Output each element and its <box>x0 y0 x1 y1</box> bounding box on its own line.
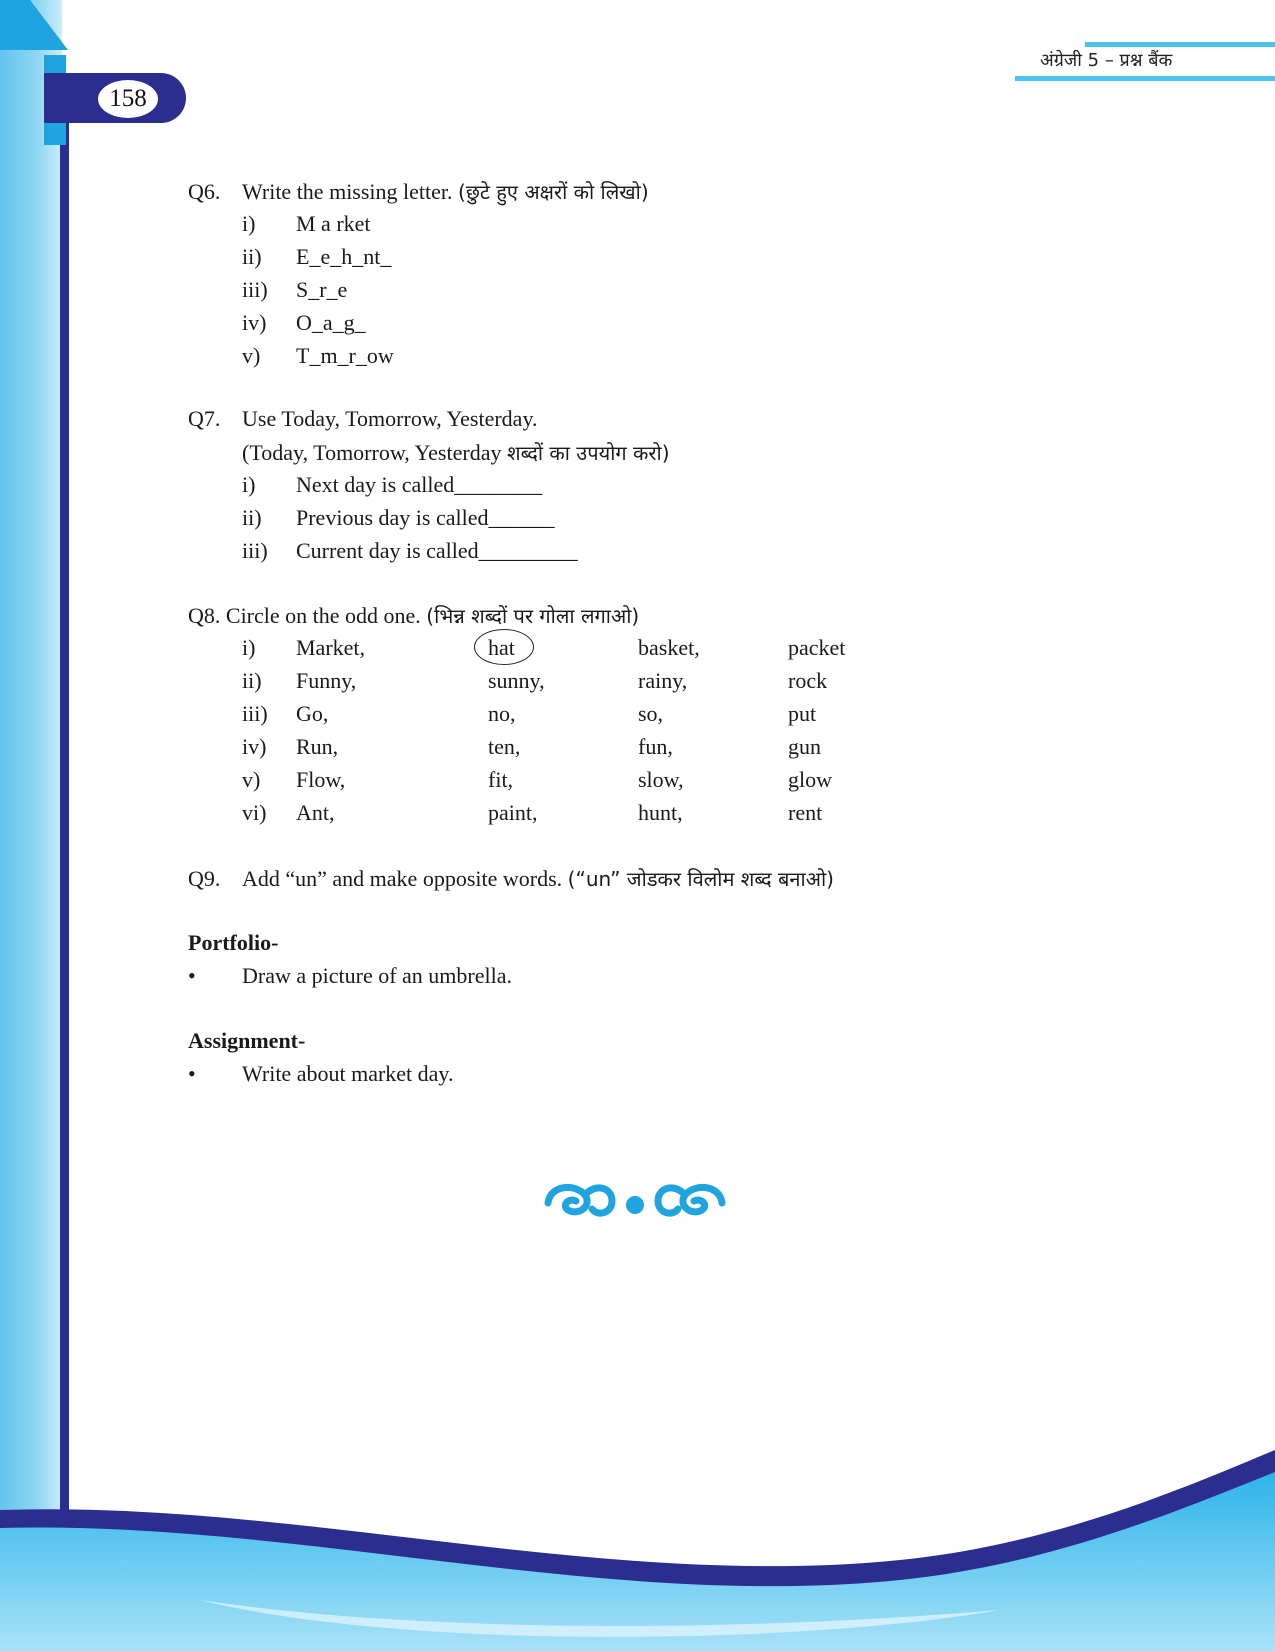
item-number: ii) <box>242 505 262 530</box>
subtitle-english: (Today, Tomorrow, Yesterday <box>242 440 502 465</box>
row-number: v) <box>242 767 261 792</box>
word-4: put <box>788 701 817 726</box>
row-number: ii) <box>242 668 262 693</box>
page-number: 158 <box>98 80 158 118</box>
item-text: Current day is called_________ <box>296 538 578 563</box>
question-hindi: (भिन्न शब्दों पर गोला लगाओ) <box>426 604 640 628</box>
question-9 <box>188 865 834 892</box>
running-header: अंग्रेजी 5 – प्रश्न बैंक <box>1040 50 1173 71</box>
item-number: iii) <box>242 277 268 302</box>
bullet: • <box>188 1061 196 1086</box>
question-number: Q6. <box>188 179 221 204</box>
item-number: ii) <box>242 244 262 269</box>
item-number: v) <box>242 343 261 368</box>
header-rule-top <box>1085 42 1275 47</box>
item-text: M a rket <box>296 211 371 236</box>
item-number: i) <box>242 211 256 236</box>
word-4: rock <box>788 668 828 693</box>
side-bar <box>60 120 69 1590</box>
header-rule-bottom <box>1015 76 1275 81</box>
question-text: Add “un” and make opposite words. <box>242 866 563 891</box>
row-number: vi) <box>242 800 267 825</box>
row-number: iii) <box>242 701 268 726</box>
question-7-subtitle <box>242 439 670 466</box>
bullet-text: Draw a picture of an umbrella. <box>242 963 512 988</box>
word-2: sunny, <box>488 668 545 693</box>
item-number: iv) <box>242 310 267 335</box>
item-text: S_r_e <box>296 277 348 302</box>
word-2: fit, <box>488 767 514 792</box>
item-number: iii) <box>242 538 268 563</box>
word-4: packet <box>788 635 846 660</box>
bullet-text: Write about market day. <box>242 1061 454 1086</box>
row-number: i) <box>242 635 256 660</box>
row-number: iv) <box>242 734 267 759</box>
portfolio-heading: Portfolio- <box>188 930 279 955</box>
question-text: Circle on the odd one. <box>225 603 421 628</box>
question-8 <box>188 602 639 629</box>
word-4: glow <box>788 767 832 792</box>
question-number: Q8. <box>188 603 221 628</box>
question-text: Use Today, Tomorrow, Yesterday. <box>242 406 538 431</box>
question-7 <box>188 406 538 432</box>
word-4: rent <box>788 800 823 825</box>
item-text: Next day is called________ <box>296 472 543 497</box>
bullet: • <box>188 963 196 988</box>
word-1: Go, <box>296 701 329 726</box>
bottom-wave-decoration <box>0 1450 1275 1651</box>
word-4: gun <box>788 734 821 759</box>
question-text: Write the missing letter. <box>242 179 453 204</box>
word-2: no, <box>488 701 516 726</box>
word-3: slow, <box>638 767 684 792</box>
word-1: Run, <box>296 734 339 759</box>
word-3: so, <box>638 701 664 726</box>
word-1: Ant, <box>296 800 335 825</box>
item-text: E_e_h_nt_ <box>296 244 392 269</box>
word-3: fun, <box>638 734 673 759</box>
assignment-heading: Assignment- <box>188 1028 306 1053</box>
question-hindi: (छुटे हुए अक्षरों को लिखो) <box>458 180 649 204</box>
word-3: rainy, <box>638 668 688 693</box>
word-1: Flow, <box>296 767 346 792</box>
word-3: hunt, <box>638 800 683 825</box>
word-2: hat <box>488 635 515 660</box>
question-number: Q9. <box>188 866 221 891</box>
item-text: O_a_g_ <box>296 310 366 335</box>
word-1: Funny, <box>296 668 357 693</box>
side-decoration <box>0 0 62 1651</box>
question-hindi: (“un” जोडकर विलोम शब्द बनाओ) <box>567 867 834 891</box>
word-2: paint, <box>488 800 538 825</box>
item-text: T_m_r_ow <box>296 343 394 368</box>
item-text: Previous day is called______ <box>296 505 555 530</box>
ornament-divider <box>540 1175 730 1225</box>
question-number: Q7. <box>188 406 221 431</box>
question-6 <box>188 178 649 205</box>
word-2: ten, <box>488 734 521 759</box>
word-1: Market, <box>296 635 366 660</box>
item-number: i) <box>242 472 256 497</box>
subtitle-hindi: शब्दों का उपयोग करो) <box>506 441 670 465</box>
word-3: basket, <box>638 635 700 660</box>
